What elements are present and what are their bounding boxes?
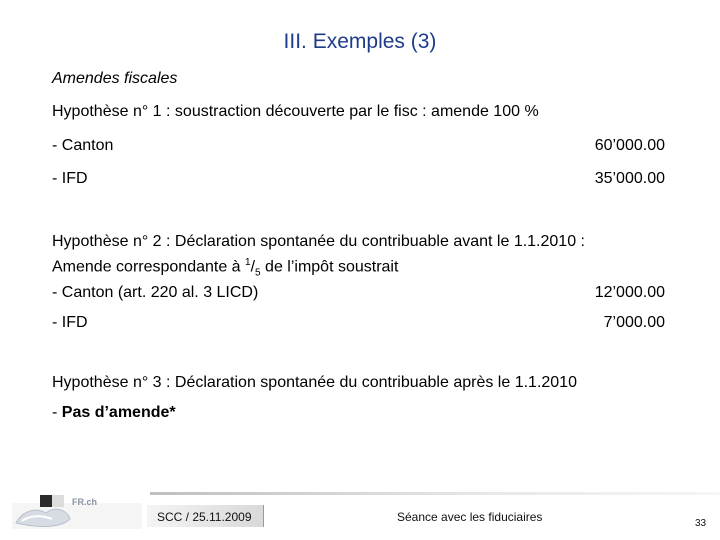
fribourg-logo-icon (12, 493, 142, 529)
slide-subtitle: Amendes fiscales (52, 70, 178, 87)
item2-ifd-amount: 7’000.00 (603, 314, 665, 331)
conclusion-text: Pas d’amende* (61, 404, 176, 421)
item1-ifd-label: - IFD (52, 170, 88, 187)
hypothesis-1-text: : soustraction découverte par le fisc : amende 100 % (161, 103, 539, 120)
hypothesis-1 (52, 103, 539, 121)
hypothesis-2-line2: Amende correspondante à $^1/_5$ de l’impôt soustrait (52, 257, 399, 279)
slide-title: III. Exemples (3) (283, 30, 437, 53)
footer-meeting-title: Séance avec les fiduciaires (397, 510, 543, 524)
hypothesis-3-text: Déclaration spontanée du contribuable après le 1.1.2010 (170, 374, 577, 391)
hypothesis-2-line1: Hypothèse n° 2 : Déclaration spontanée du contribuable avant le 1.1.2010 : (52, 233, 585, 250)
item1-canton-amount: 60’000.00 (594, 137, 665, 154)
footer-date: SCC / 25.11.2009 (157, 510, 252, 524)
conclusion: - Pas d’amende* (52, 404, 176, 421)
logo-text: FR.ch (72, 497, 98, 507)
fraction-numerator: 1 (245, 257, 251, 268)
hypothesis-1-label: Hypothèse n° 1 (52, 103, 162, 120)
item2-ifd-label: - IFD (52, 314, 88, 331)
item2-canton-label: - Canton (art. 220 al. 3 LICD) (52, 284, 259, 301)
hypothesis-3 (52, 374, 577, 392)
item1-canton-label: - Canton (52, 137, 114, 154)
hypothesis-3-label: Hypothèse n° 3 : (52, 374, 171, 391)
page-number: 33 (695, 518, 707, 529)
item1-ifd-amount: 35’000.00 (594, 170, 665, 187)
hypothesis-2-label: Hypothèse n° 2 (52, 233, 162, 250)
fraction-denominator: 5 (255, 267, 261, 279)
footer-divider (150, 492, 720, 495)
hypothesis-2 (52, 231, 665, 284)
item2-canton-amount: 12’000.00 (594, 284, 665, 301)
